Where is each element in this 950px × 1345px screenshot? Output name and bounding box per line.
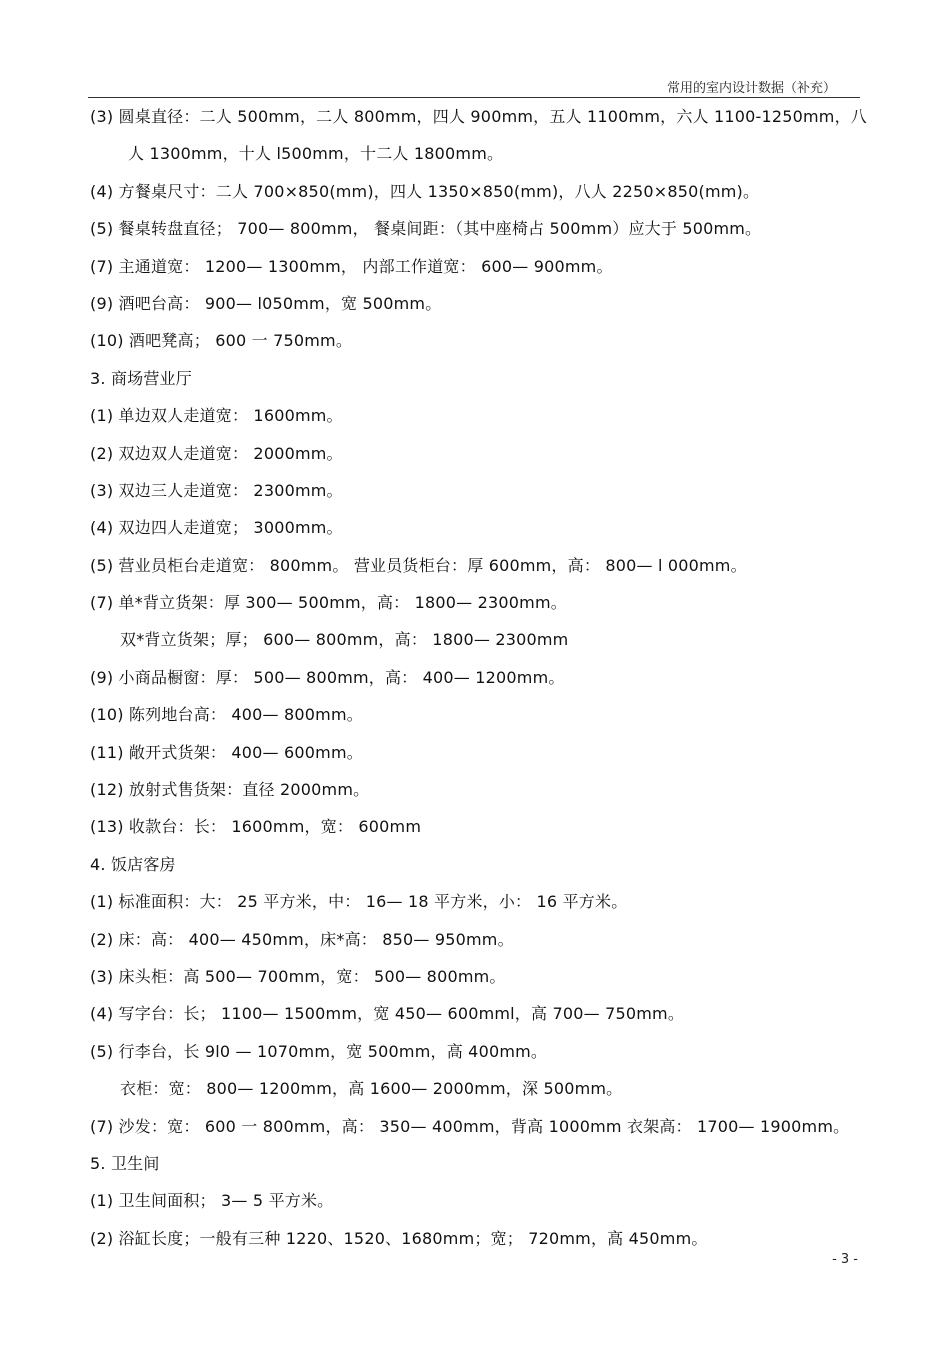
section-heading: 4. 饭店客房	[90, 854, 176, 874]
text-line: (10) 陈列地台高： 400— 800mm。	[90, 705, 363, 725]
text-line: 双*背立货架；厚； 600— 800mm，高： 1800— 2300mm	[120, 630, 569, 650]
text-line: (1) 标准面积：大： 25 平方米，中： 16— 18 平方米，小： 16 平方米。	[90, 892, 628, 912]
text-line: (13) 收款台：长： 1600mm，宽： 600mm	[90, 817, 422, 837]
text-line: (1) 单边双人走道宽： 1600mm。	[90, 406, 343, 426]
document-body	[90, 98, 865, 1257]
text-line: (7) 沙发：宽： 600 一 800mm，高： 350— 400mm，背高 1000mm 衣架高： 1700— 1900mm。	[90, 1116, 850, 1136]
text-line: (2) 双边双人走道宽： 2000mm。	[90, 443, 343, 463]
section-heading: 3. 商场营业厅	[90, 368, 192, 388]
text-line: (3) 床头柜：高 500— 700mm，宽： 500— 800mm。	[90, 966, 506, 986]
text-line: (5) 营业员柜台走道宽： 800mm。 营业员货柜台：厚 600mm，高： 800— l 000mm。	[90, 555, 747, 575]
text-line: (7) 主通道宽： 1200— 1300mm， 内部工作道宽： 600— 900mm。	[90, 256, 613, 276]
text-line: (2) 床：高： 400— 450mm，床*高： 850— 950mm。	[90, 929, 514, 949]
section-heading: 5. 卫生间	[90, 1153, 160, 1173]
text-line: (4) 方餐桌尺寸：二人 700×850(mm)，四人 1350×850(mm)，八人 2250×850(mm)。	[90, 181, 760, 201]
text-line: (9) 酒吧台高： 900— l050mm，宽 500mm。	[90, 293, 442, 313]
text-line: (12) 放射式售货架：直径 2000mm。	[90, 780, 370, 800]
text-line: (4) 双边四人走道宽； 3000mm。	[90, 518, 343, 538]
text-line: (5) 餐桌转盘直径； 700— 800mm， 餐桌间距：（其中座椅占 500mm）应大于 500mm。	[90, 219, 762, 239]
header-title: 常用的室内设计数据（补充）	[666, 81, 836, 96]
text-line: (4) 写字台：长； 1100— 1500mm，宽 450— 600mml，高 700— 750mm。	[90, 1004, 685, 1024]
text-line: (2) 浴缸长度；一般有三种 1220、1520、1680mm；宽； 720mm，高 450mm。	[90, 1228, 708, 1248]
text-line: (3) 圆桌直径：二人 500mm，二人 800mm，四人 900mm，五人 1100mm，六人 1100-1250mm，八	[90, 107, 867, 126]
text-line: (5) 行李台，长 9l0 — 1070mm，宽 500mm，高 400mm。	[90, 1041, 548, 1061]
text-line: (10) 酒吧凳高； 600 一 750mm。	[90, 331, 353, 351]
text-line: (3) 双边三人走道宽： 2300mm。	[90, 480, 343, 500]
text-line: 人 1300mm，十人 l500mm，十二人 1800mm。	[128, 144, 504, 164]
text-line: 衣柜：宽： 800— 1200mm，高 1600— 2000mm，深 500mm。	[120, 1079, 623, 1099]
text-line: (1) 卫生间面积； 3— 5 平方米。	[90, 1191, 334, 1211]
text-line: (7) 单*背立货架：厚 300— 500mm，高： 1800— 2300mm。	[90, 593, 567, 613]
page-number: - 3 -	[832, 1252, 858, 1267]
text-line: (11) 敞开式货架： 400— 600mm。	[90, 742, 363, 762]
text-line: (9) 小商品橱窗：厚： 500— 800mm，高： 400— 1200mm。	[90, 667, 565, 687]
